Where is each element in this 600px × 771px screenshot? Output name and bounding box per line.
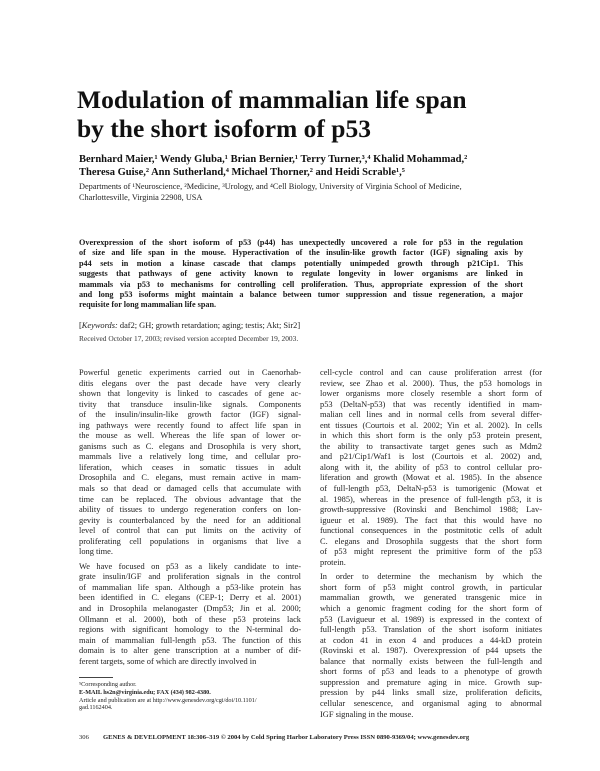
text-line: the mouse as well. Whereas the life span of lower or-	[79, 431, 301, 441]
affiliation-line: Departments of ¹Neuroscience, ²Medicine, ³Urology, and ⁴Cell Biology, University of Virginia School of Medicine,	[79, 182, 462, 191]
text-line: at codon 41 in exon 4 and produces a 44-kD protein	[320, 635, 542, 645]
text-line: and p21/Cip1/Waf1 is lost (Courtois et al. 2002) and,	[320, 452, 542, 462]
text-line: Ollmann et al. 2000), both of these p53 proteins lack	[79, 614, 301, 624]
text-line: We have focused on p53 as a likely candidate to inte-	[79, 561, 301, 571]
keywords: [Keywords: daf2; GH; growth retardation; aging; testis; Akt; Sir2]	[79, 321, 301, 330]
text-line: gevity is counterbalanced by the need for an additional	[79, 515, 301, 525]
text-line: tivity that transduce insulin-like signals. Components	[79, 399, 301, 409]
text-line: grate insulin/IGF and proliferation signals in the control	[79, 572, 301, 582]
abstract-line: p44 sets in motion a kinase cascade that clamps potentially unimpeded growth through p21Cip1. This	[79, 258, 523, 268]
keywords-text: daf2; GH; growth retardation; aging; testis; Akt; Sir2	[117, 321, 298, 330]
abstract-line: and long p53 isoforms might maintain a balance between tumor suppression and tissue regeneration, a major	[79, 290, 523, 300]
text-line: In order to determine the mechanism by which the	[320, 572, 542, 582]
text-line: proliferating cell populations in organisms that live a	[79, 536, 301, 546]
text-line: long time.	[79, 547, 113, 557]
text-line: regions with significant homology to the N-terminal do-	[79, 625, 301, 635]
text-line: review, see Zhao et al. 2000). Thus, the p53 homologs in	[320, 378, 542, 388]
text-line: igueur et al. 1989). The fact that this would have no	[320, 515, 542, 525]
text-line: the ability to transactivate target genes such as Mdm2	[320, 441, 542, 451]
received-dates: Received October 17, 2003; revised version accepted December 19, 2003.	[79, 334, 299, 343]
text-line: al. 1985), whereas in the presence of full-length p53, it is	[320, 494, 542, 504]
paragraph	[79, 368, 301, 558]
affiliations	[79, 181, 519, 203]
text-line: Drosophila and C. elegans, must remain active in mam-	[79, 473, 301, 483]
text-line: ability of tissues to undergo regeneration confers on lon-	[79, 505, 301, 515]
text-line: liferation and growth (Mowat et al. 1985). In the absence	[320, 473, 542, 483]
abstract-line: suggests that pathways of gene activity known to regulate longevity in lower organisms are linked in	[79, 269, 523, 279]
abstract-line: Overexpression of the short isoform of p53 (p44) has unexpectedly uncovered a role for p53 in the regulation	[79, 238, 523, 247]
text-line: of mammalian life span. Although a p53-like protein has	[79, 582, 301, 592]
author-line: Theresa Guise,² Ann Sutherland,⁴ Michael Thorner,² and Heidi Scrable¹,⁵	[79, 167, 405, 178]
article-url-line: Article and publication are at http://www.genesdev.org/cgi/doi/10.1101/	[79, 696, 257, 704]
text-line: C. elegans and Drosophila suggests that the short form	[320, 536, 542, 546]
text-line: which a genomic fragment coding for the short form of	[320, 604, 542, 614]
title-line: by the short isoform of p53	[77, 114, 371, 143]
text-line: mammalian growth, we generated transgenic mice in	[320, 593, 542, 603]
text-line: malian cell lines and in normal cells from several differ-	[320, 410, 542, 420]
text-line: p53 (DeltaN-p53) that was recently identified in mam-	[320, 399, 542, 409]
keywords-label: Keywords:	[81, 321, 118, 330]
text-line: (Rovinski et al. 1987). Overexpression of p44 upsets the	[320, 646, 542, 656]
text-line: full-length p53. Translation of the short isoform initiates	[320, 625, 542, 635]
corresponding-author-note: ⁵Corresponding author.	[79, 681, 137, 688]
text-line: growth-suppressive (Rovinski and Benchimol 1988; Lav-	[320, 505, 542, 515]
footnote-divider	[79, 677, 113, 678]
paragraph	[320, 572, 542, 720]
text-line: protein.	[320, 557, 346, 567]
footnotes	[79, 681, 301, 712]
text-line: of the insulin/insulin-like growth factor (IGF) signal-	[79, 410, 301, 420]
text-line: ferent targets, some of which are directly involved in	[79, 656, 257, 666]
text-line: short forms of p53 and leads to a phenotype of growth	[320, 667, 542, 677]
text-line: ent tissues (Courtois et al. 2002; Yin et al. 2002). In cells	[320, 420, 542, 430]
text-line: balance that normally exists between the full-length and	[320, 656, 542, 666]
text-line: mammals live a relatively long time, and cellular pro-	[79, 452, 301, 462]
title-line: Modulation of mammalian life span	[77, 85, 467, 114]
text-line: p53 (Lavigueur et al. 1989) is expressed in the context of	[320, 614, 542, 624]
text-line: mals so that dead or damaged cells that accumulate with	[79, 484, 301, 494]
text-line: and in Drosophila melanogaster (Dmp53; Jin et al. 2000;	[79, 604, 301, 614]
author-list	[79, 153, 519, 179]
text-line: Powerful genetic experiments carried out in Caenorhab-	[79, 368, 301, 377]
page-number: 306	[79, 734, 89, 741]
abstract	[79, 238, 523, 311]
text-line: been identified in C. elegans (CEP-1; Derry et al. 2001)	[79, 593, 301, 603]
text-line: time can be replaced. The obvious advantage that the	[79, 494, 301, 504]
text-line: along with it, the ability of p53 to control cellular pro-	[320, 462, 542, 472]
body-column-right	[320, 368, 542, 720]
abstract-line: requisite for long mammalian life span.	[79, 300, 217, 310]
text-line: main of mammalian full-length p53. The function of this	[79, 635, 301, 645]
page-footer	[79, 733, 524, 742]
text-line: pression by p44 links small size, proliferation deficits,	[320, 688, 542, 698]
author-line: Bernhard Maier,¹ Wendy Gluba,¹ Brian Bernier,¹ Terry Turner,³,⁴ Khalid Mohammad,²	[79, 154, 468, 165]
article-url-line: gad.1162404.	[79, 704, 113, 712]
text-line: short form of p53 might control growth, in particular	[320, 582, 542, 592]
abstract-line: mammals via p53 to mechanisms for controlling cell proliferation. Thus, appropriate expression of the short	[79, 279, 523, 289]
text-line: ganisms such as C. elegans and Drosophila is very short,	[79, 441, 301, 451]
text-line: cellular senescence, and organismal aging to abnormal	[320, 698, 542, 708]
text-line: IGF signaling in the mouse.	[320, 709, 414, 719]
text-line: ing pathways were recently found to affect life span in	[79, 420, 301, 430]
paragraph	[320, 368, 542, 568]
text-line: domain is to alter gene transcription at a number of dif-	[79, 646, 301, 656]
text-line: of full-length p53, DeltaN-p53 is tumorigenic (Mowat et	[320, 484, 542, 494]
affiliation-line: Charlottesville, Virginia 22908, USA	[79, 193, 203, 202]
paragraph	[79, 562, 301, 667]
text-line: in which this short form is the only p53 protein present,	[320, 431, 542, 441]
text-line: suppression and premature aging in mice. Growth sup-	[320, 677, 542, 687]
text-line: ditis elegans over the past decade have very clearly	[79, 378, 301, 388]
contact-email: E-MAIL hs2n@virginia.edu; FAX (434) 982-4380.	[79, 688, 211, 696]
text-line: cell-cycle control and can cause proliferation arrest (for	[320, 368, 542, 377]
paper-title	[77, 85, 517, 143]
journal-citation: GENES & DEVELOPMENT 18:306–319 © 2004 by Cold Spring Harbor Laboratory Press ISSN 0890-9369/04; www.genesdev.org	[103, 734, 470, 741]
text-line: shown that longevity is linked to cascades of gene ac-	[79, 389, 301, 399]
abstract-line: of size and life span in the mouse. Hyperactivation of the insulin-like growth factor (IGF) signaling axis by	[79, 248, 523, 258]
text-line: level of control that can put limits on the activity of	[79, 526, 301, 536]
text-line: liferation, which ceases in somatic tissues in adult	[79, 462, 301, 472]
text-line: lower organisms more closely resemble a short form of	[320, 389, 542, 399]
text-line: functional consequences in the postmitotic cells of adult	[320, 526, 542, 536]
text-line: of p53 might represent the primitive form of the p53	[320, 547, 542, 557]
body-column-left	[79, 368, 301, 667]
